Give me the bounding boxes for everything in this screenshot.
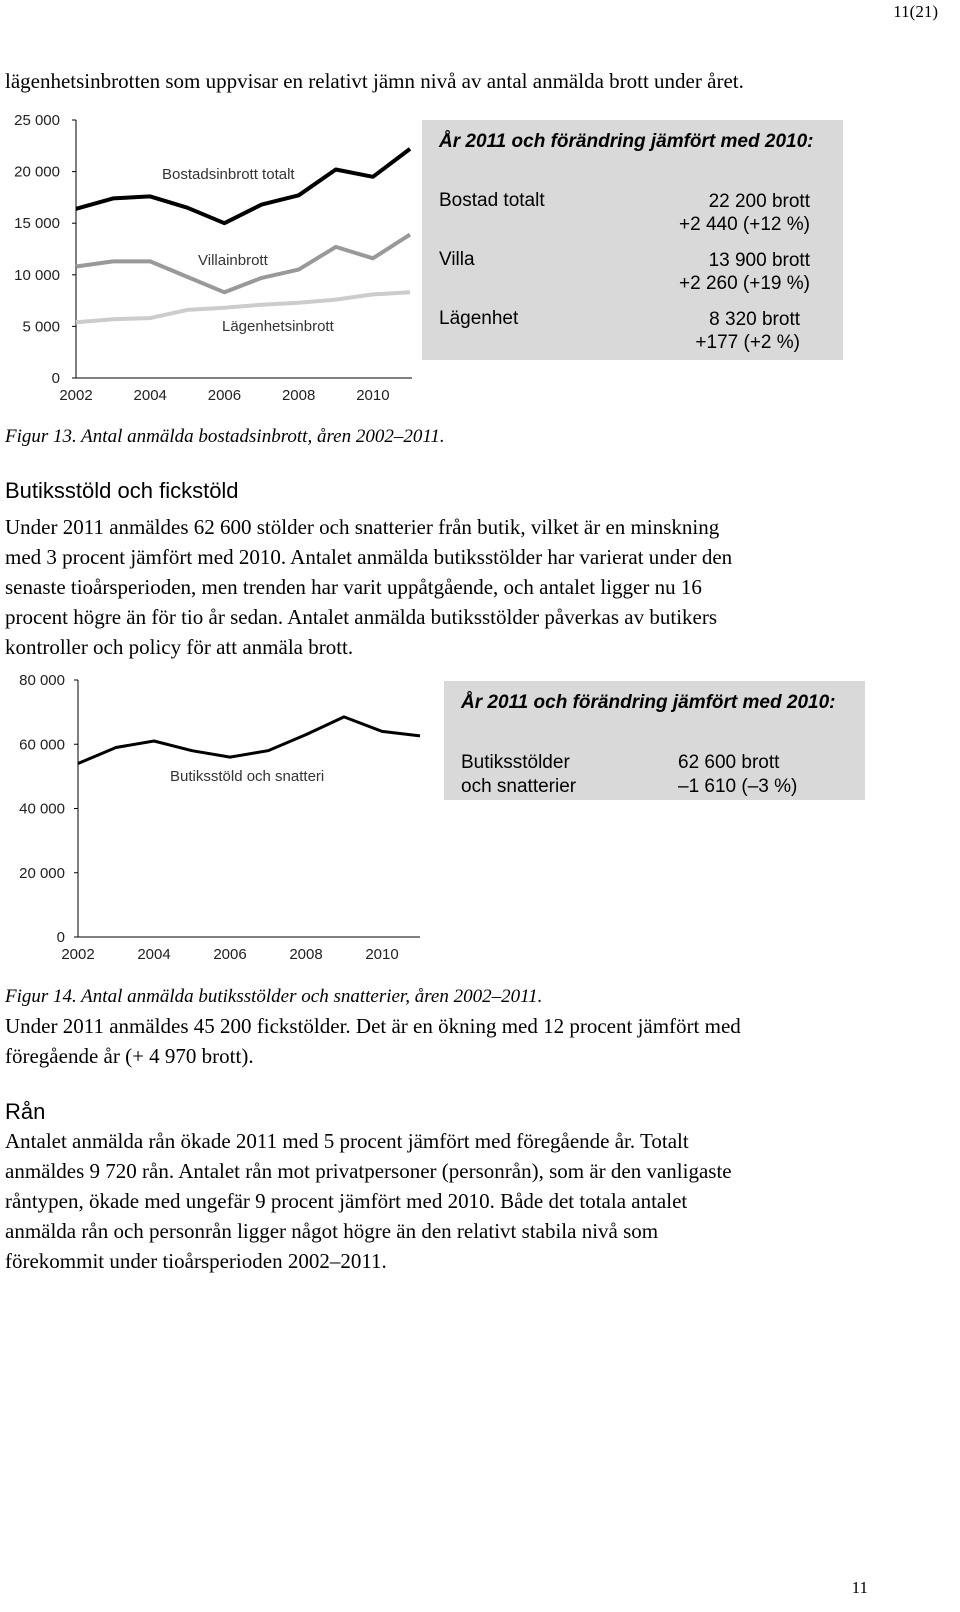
figure14-info-box (444, 681, 865, 800)
text-line: anmäldes 9 720 rån. Antalet rån mot privatpersoner (personrån), som är den vanligaste (5, 1159, 732, 1183)
section-body-ran (5, 1126, 905, 1276)
page-number: 11 (851, 1578, 868, 1597)
info-label-lagenhet: Lägenhet (439, 308, 519, 329)
info-value-villa-count: 13 900 brott (708, 250, 810, 271)
figure13-info-title: År 2011 och förändring jämfört med 2010: (439, 131, 814, 152)
series-line (76, 149, 410, 223)
y-tick-label: 40 000 (19, 800, 65, 818)
section-heading-ran: Rån (5, 1099, 46, 1124)
x-tick-label: 2004 (137, 946, 171, 963)
x-tick-label: 2002 (61, 946, 95, 963)
x-tick-label: 2002 (59, 387, 93, 404)
x-tick-label: 2008 (281, 387, 316, 404)
series-label-lagenhetsinbrott: Lägenhetsinbrott (222, 318, 334, 335)
info-value-change: –1 610 (–3 %) (678, 776, 798, 797)
x-tick-label: 2004 (133, 387, 167, 404)
figure14-info-title: År 2011 och förändring jämfört med 2010: (461, 692, 836, 713)
y-tick-label: 20 000 (19, 864, 65, 882)
info-value-villa (679, 249, 810, 295)
x-tick-label: 2006 (207, 387, 242, 404)
info-value-bostad-change: +2 440 (+12 %) (679, 214, 810, 235)
y-tick-label: 10 000 (14, 266, 60, 284)
y-tick-label: 20 000 (14, 163, 60, 181)
info-value-bostad (679, 190, 810, 236)
info-label-line: och snatterier (461, 776, 577, 797)
y-tick-label: 15 000 (14, 215, 60, 233)
text-line: Antalet anmälda rån ökade 2011 med 5 procent jämfört med föregående år. Totalt (5, 1129, 689, 1153)
fickstold-text (5, 1011, 905, 1071)
x-tick-label: 2008 (289, 946, 323, 963)
y-tick-label: 60 000 (19, 736, 65, 754)
info-label-butiksstolder (461, 751, 576, 799)
info-label-bostad: Bostad totalt (439, 190, 545, 211)
info-value-lagenhet (695, 308, 800, 354)
x-tick-label: 2010 (365, 946, 399, 963)
text-line: förekommit under tioårsperioden 2002–2011. (5, 1249, 387, 1273)
section-body-butiksstold (5, 512, 905, 662)
text-line: Under 2011 anmäldes 45 200 fickstölder. Det är en ökning med 12 procent jämfört med (5, 1014, 741, 1038)
y-tick-label: 5 000 (22, 318, 60, 336)
y-tick-label: 0 (51, 370, 60, 387)
series-line (78, 717, 420, 764)
page-header-label: 11(21) (893, 2, 938, 21)
text-line: procent högre än för tio år sedan. Antalet anmälda butiksstölder påverkas av butikers (5, 605, 718, 629)
text-line: råntypen, ökade med ungefär 9 procent jämfört med 2010. Både det totala antalet (5, 1189, 688, 1213)
text-line: föregående år (+ 4 970 brott). (5, 1044, 254, 1068)
series-label-bostadsinbrott: Bostadsinbrott totalt (162, 166, 295, 183)
x-tick-label: 2006 (213, 946, 247, 963)
info-value-villa-change: +2 260 (+19 %) (679, 273, 810, 294)
y-tick-label: 80 000 (19, 672, 65, 689)
section-heading-butiksstold: Butiksstöld och fickstöld (5, 478, 239, 503)
info-value-count: 62 600 brott (678, 752, 780, 773)
intro-text: lägenhetsinbrotten som uppvisar en relativt jämn nivå av antal anmälda brott under året. (5, 69, 744, 93)
info-label-line: Butiksstölder (461, 752, 570, 773)
text-line: anmälda rån och personrån ligger något högre än den relativt stabila nivå som (5, 1219, 659, 1243)
y-tick-label: 25 000 (14, 112, 60, 129)
y-tick-label: 0 (56, 929, 65, 946)
info-value-lagenhet-count: 8 320 brott (709, 309, 800, 330)
text-line: kontroller och policy för att anmäla brott. (5, 635, 354, 659)
info-label-villa: Villa (439, 249, 475, 270)
series-label-villainbrott: Villainbrott (198, 252, 268, 269)
text-line: med 3 procent jämfört med 2010. Antalet anmälda butiksstölder har varierat under den (5, 545, 733, 569)
info-value-lagenhet-change: +177 (+2 %) (695, 332, 800, 353)
figure13-caption: Figur 13. Antal anmälda bostadsinbrott, åren 2002–2011. (5, 426, 445, 447)
text-line: Under 2011 anmäldes 62 600 stölder och snatterier från butik, vilket är en minskning (5, 515, 720, 539)
figure13-chart (0, 105, 420, 415)
figure14-chart (0, 665, 440, 975)
info-value-bostad-count: 22 200 brott (708, 191, 810, 212)
x-tick-label: 2010 (356, 387, 390, 404)
figure14-caption: Figur 14. Antal anmälda butiksstölder och snatterier, åren 2002–2011. (5, 986, 543, 1007)
info-value-butiksstolder (678, 751, 797, 799)
figure13-info-box (422, 120, 843, 360)
series-label-butiksstold: Butiksstöld och snatteri (170, 768, 325, 785)
text-line: senaste tioårsperioden, men trenden har varit uppåtgående, och antalet ligger nu 16 (5, 575, 702, 599)
